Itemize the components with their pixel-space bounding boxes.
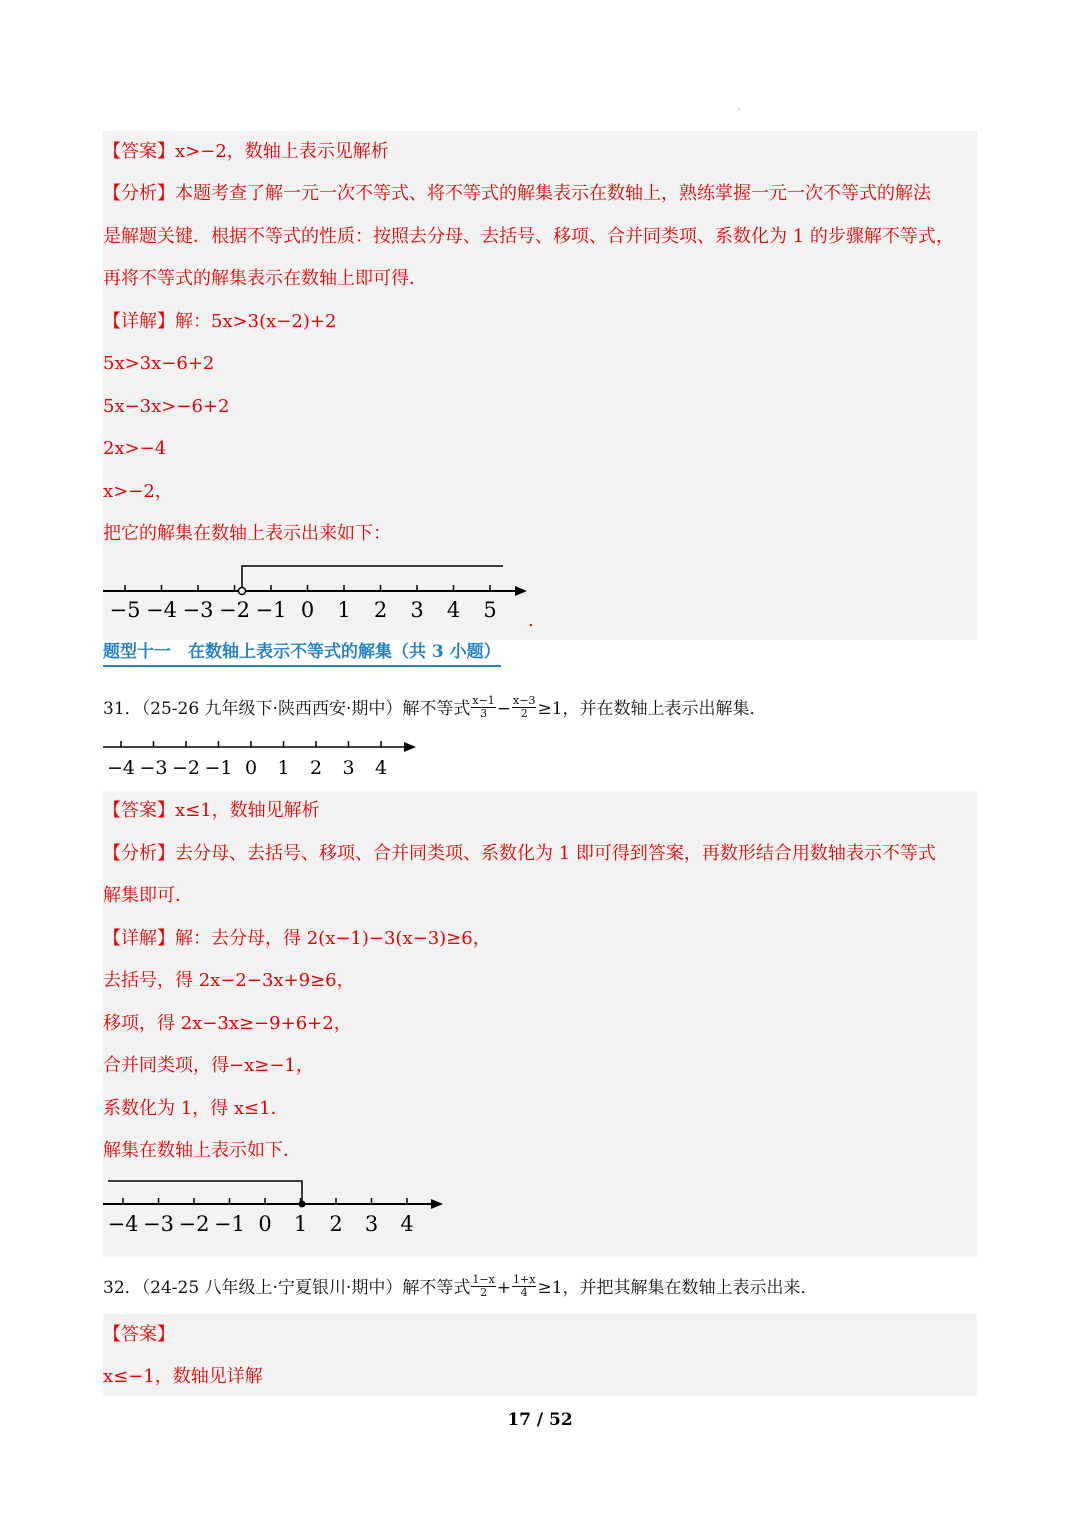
number-line-1-tick-label: 2 bbox=[373, 598, 388, 622]
number-line-1-tick-label: 4 bbox=[446, 598, 461, 622]
answer-line: 【答案】 bbox=[103, 1324, 175, 1345]
number-line-2-tick-label: −3 bbox=[143, 1212, 174, 1236]
q31-fraction-1 bbox=[471, 695, 495, 720]
number-line-2-tick-label: 2 bbox=[329, 1212, 343, 1236]
answer-block-2 bbox=[103, 791, 977, 1257]
q32-frac2-num: 1+x bbox=[513, 1273, 536, 1286]
number-line-31-tick-label: 2 bbox=[309, 757, 323, 779]
section-heading: 题型十一 在数轴上表示不等式的解集（共 3 小题） bbox=[103, 640, 501, 667]
step-line-3: 2x>−4 bbox=[103, 438, 167, 459]
number-line-2-tick-label: 0 bbox=[258, 1212, 272, 1236]
number-line-1-tick-label: −1 bbox=[255, 598, 287, 622]
q31-fraction-2 bbox=[512, 695, 536, 720]
number-line-1-tick-label: 1 bbox=[337, 598, 351, 622]
number-line-31-tick-label: −4 bbox=[106, 757, 136, 779]
answer-line: 【答案】x≤1，数轴见解析 bbox=[103, 800, 320, 821]
q31-frac1-num: x−1 bbox=[472, 694, 495, 707]
number-line-31-tick-label: 3 bbox=[342, 757, 355, 779]
step-line-2: 5x−3x>−6+2 bbox=[103, 396, 230, 417]
q31-minus: − bbox=[496, 699, 512, 719]
number-line-31-tick-label: 0 bbox=[244, 757, 258, 779]
number-line-1-tick-label: −5 bbox=[109, 598, 141, 622]
q31-prefix: 31．（25-26 九年级下·陕西西安·期中）解不等式 bbox=[103, 699, 471, 719]
step-line-5: 把它的解集在数轴上表示出来如下： bbox=[103, 523, 391, 544]
number-line-31 bbox=[103, 736, 423, 784]
step-line-4: x>−2， bbox=[103, 481, 173, 502]
analysis-line-1: 【分析】去分母、去括号、移项、合并同类项、系数化为 1 即可得到答案，再数形结合用数轴表示不等式 bbox=[103, 843, 936, 864]
step-line-3: 合并同类项，得−x≥−1， bbox=[103, 1055, 314, 1076]
answer-block-3 bbox=[103, 1314, 977, 1396]
number-line-2-tick-label: −4 bbox=[107, 1212, 139, 1236]
answer-line: 【答案】x>−2，数轴上表示见解析 bbox=[103, 141, 389, 162]
number-line-1-tick-label: 3 bbox=[410, 598, 424, 622]
number-line-2 bbox=[103, 1176, 463, 1246]
number-line-31-tick-label: −3 bbox=[139, 757, 168, 779]
step-line-5: 解集在数轴上表示如下． bbox=[103, 1140, 301, 1161]
step-line-4: 系数化为 1，得 x≤1． bbox=[103, 1098, 289, 1119]
number-line-31-tick-label: −2 bbox=[171, 757, 201, 779]
step-line-2: 移项，得 2x−3x≥−9+6+2， bbox=[103, 1013, 352, 1034]
q32-frac2-den: 4 bbox=[520, 1286, 528, 1299]
analysis-line-1: 【分析】本题考查了解一元一次不等式、将不等式的解集表示在数轴上，熟练掌握一元一次不等式的解法 bbox=[103, 183, 931, 204]
number-line-2-tick-label: −2 bbox=[178, 1212, 210, 1236]
answer-value-line: x≤−1，数轴见详解 bbox=[103, 1366, 263, 1387]
number-line-2-tick-label: 4 bbox=[400, 1212, 414, 1236]
q32-frac1-den: 2 bbox=[480, 1286, 488, 1299]
number-line-1-tick-label: −4 bbox=[146, 598, 177, 622]
number-line-1-tick-label: −2 bbox=[219, 598, 250, 622]
q32-plus: + bbox=[496, 1278, 512, 1298]
q31-frac2-num: x−3 bbox=[513, 694, 536, 707]
question-31 bbox=[103, 694, 767, 722]
q32-prefix: 32．（24-25 八年级上·宁夏银川·期中）解不等式 bbox=[103, 1278, 471, 1298]
number-line-31-tick-label: 1 bbox=[277, 757, 290, 779]
detail-line: 【详解】解：去分母，得 2(x−1)−3(x−3)≥6， bbox=[103, 928, 491, 949]
page-number: 17 / 52 bbox=[507, 1410, 573, 1430]
number-line-1-tick-label: 0 bbox=[300, 598, 315, 622]
answer-block-1 bbox=[103, 131, 977, 640]
detail-line: 【详解】解：5x>3(x−2)+2 bbox=[103, 311, 337, 332]
question-32 bbox=[103, 1273, 818, 1301]
number-line-31-tick-label: −1 bbox=[204, 757, 233, 779]
number-line-31-tick-label: 4 bbox=[374, 757, 388, 779]
analysis-line-2: 是解题关键．根据不等式的性质：按照去分母、去括号、移项、合并同类项、系数化为 1 的步骤解不等式， bbox=[103, 226, 954, 247]
q32-frac1-num: 1−x bbox=[472, 1273, 495, 1286]
q31-frac1-den: 3 bbox=[480, 707, 488, 720]
q31-frac2-den: 2 bbox=[520, 707, 528, 720]
q32-suffix: ≥1，并把其解集在数轴上表示出来． bbox=[537, 1278, 818, 1298]
number-line-2-tick-label: 3 bbox=[364, 1212, 379, 1236]
scan-mark: ' bbox=[738, 107, 741, 116]
step-line-1: 去括号，得 2x−2−3x+9≥6， bbox=[103, 970, 355, 991]
trailing-dot: . bbox=[528, 610, 534, 631]
step-line-1: 5x>3x−6+2 bbox=[103, 353, 215, 374]
q31-suffix: ≥1，并在数轴上表示出解集． bbox=[537, 699, 767, 719]
number-line-1-tick-label: −3 bbox=[182, 598, 214, 622]
analysis-line-2: 解集即可． bbox=[103, 885, 193, 906]
number-line-2-tick-label: −1 bbox=[214, 1212, 245, 1236]
analysis-line-3: 再将不等式的解集表示在数轴上即可得． bbox=[103, 268, 427, 289]
number-line-2-tick-label: 1 bbox=[293, 1212, 308, 1236]
number-line-1-tick-label: 5 bbox=[483, 598, 497, 622]
q32-fraction-2 bbox=[512, 1274, 536, 1299]
q32-fraction-1 bbox=[471, 1274, 495, 1299]
number-line-1 bbox=[103, 561, 543, 631]
